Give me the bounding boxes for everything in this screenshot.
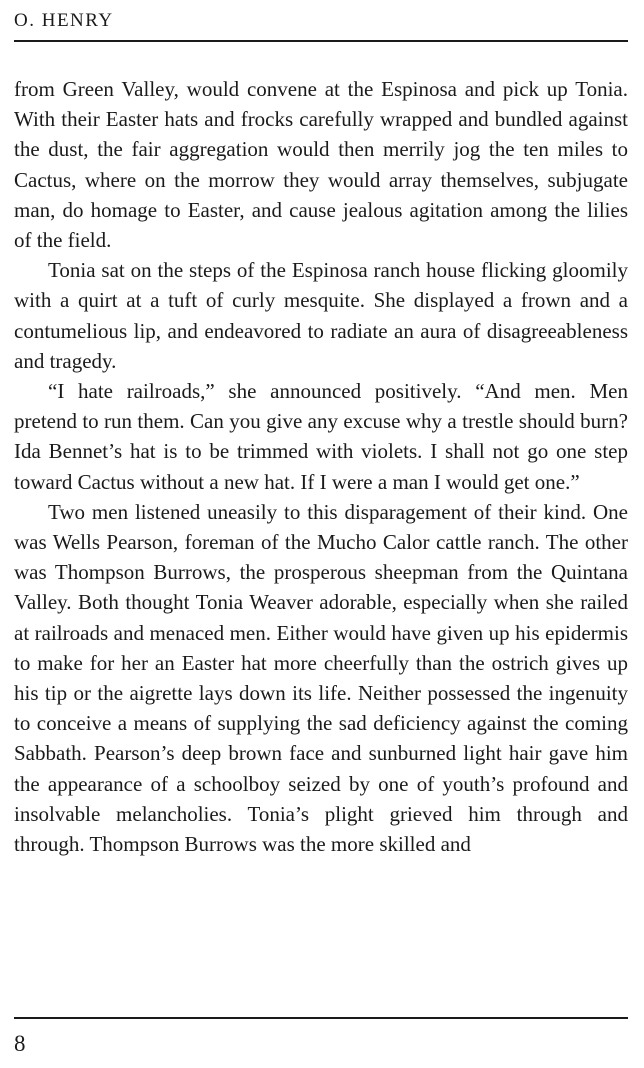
running-head: O. HENRY xyxy=(14,10,114,31)
paragraph: from Green Valley, would convene at the Espinosa and pick up Tonia. With their Easter hats and frocks carefully wrapped and bundled against the dust, the fair aggregation would then merrily jog the ten miles to Cactus, where on the morrow they would array themselves, subjugate man, do homage to Easter, and cause jealous agitation among the lilies of the field. xyxy=(14,77,628,253)
header-rule xyxy=(14,40,628,42)
paragraph: Tonia sat on the steps of the Espinosa ranch house flicking gloomily with a quirt at a tuft of curly mesquite. She displayed a frown and a contumelious lip, and endeavored to radiate an aura of disagreeableness and tragedy. xyxy=(14,258,628,373)
page-body xyxy=(14,74,628,859)
paragraph: “I hate railroads,” she announced positively. “And men. Men pretend to run them. Can you give any excuse why a trestle should burn? Ida Bennet’s hat is to be trimmed with violets. I shall not go one step toward Cactus without a new hat. If I were a man I would get one.” xyxy=(14,379,628,494)
paragraph: Two men listened uneasily to this disparagement of their kind. One was Wells Pearson, foreman of the Mucho Calor cattle ranch. The other was Thompson Burrows, the prosperous sheepman from the Quintana Valley. Both thought Tonia Weaver adorable, especially when she railed at railroads and menaced men. Either would have given up his epidermis to make for her an Easter hat more cheerfully than the ostrich gives up his tip or the aigrette lays down its life. Neither possessed the ingenuity to conceive a means of supplying the sad deficiency against the coming Sabbath. Pearson’s deep brown face and sunburned light hair gave him the appearance of a schoolboy seized by one of youth’s profound and insolvable melancholies. Tonia’s plight grieved him through and through. Thompson Burrows was the more skilled and xyxy=(14,499,628,857)
footer-rule xyxy=(14,1017,628,1019)
page-number: 8 xyxy=(14,1031,26,1056)
